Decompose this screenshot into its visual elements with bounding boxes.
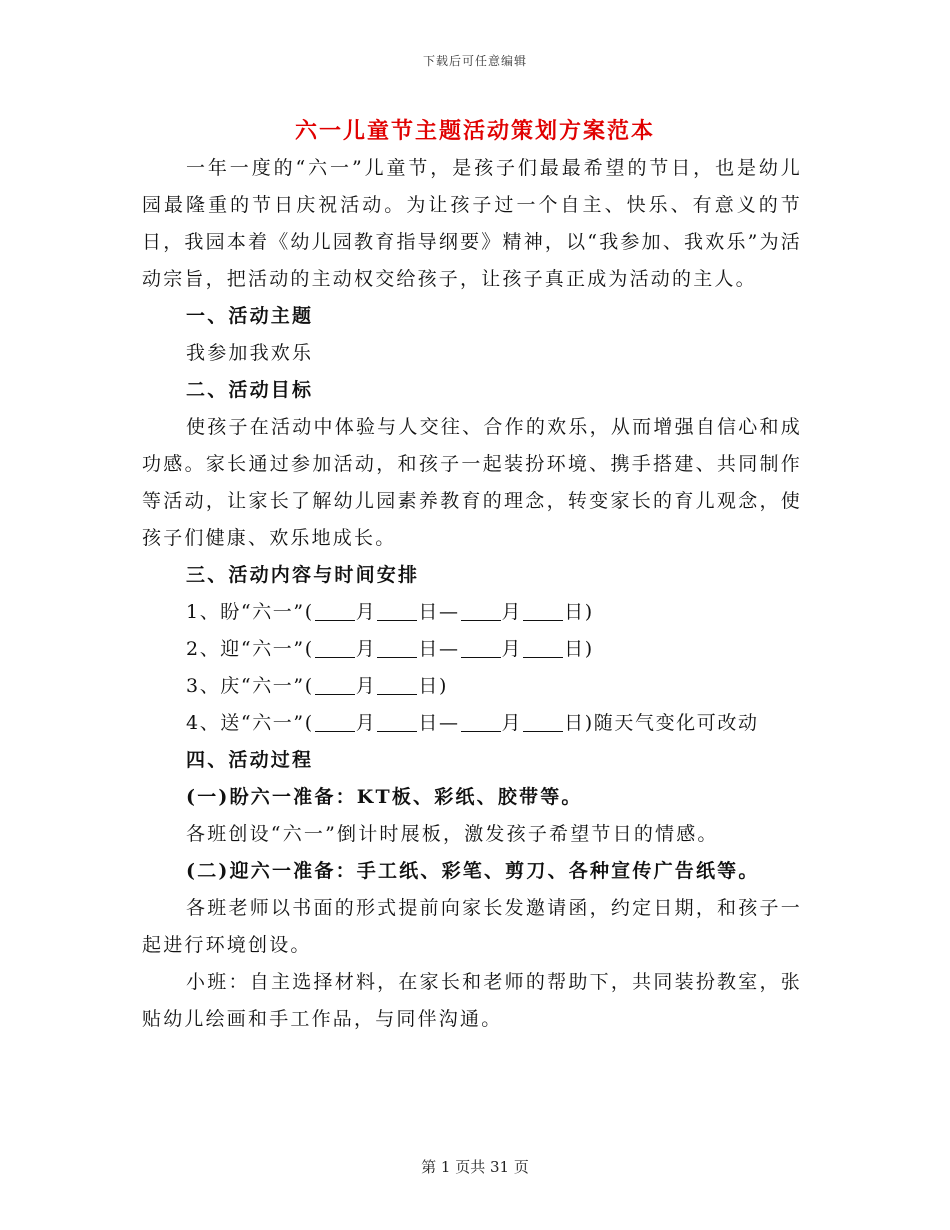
date-blank — [377, 693, 417, 695]
month-label: 月 — [501, 601, 523, 623]
header-note: 下载后可任意编辑 — [422, 54, 527, 68]
section-heading-schedule: 三、活动内容与时间安排 — [186, 564, 420, 586]
prep2-heading: (二)迎六一准备：手工纸、彩笔、剪刀、各种宣传广告纸等。 — [186, 860, 760, 882]
date-blank — [315, 656, 355, 658]
month-label: 月 — [355, 601, 377, 623]
month-label: 月 — [355, 675, 377, 697]
day-label: 日— — [418, 638, 460, 660]
schedule-item — [142, 668, 802, 705]
schedule-prefix: 1、盼“六一”( — [186, 601, 314, 623]
month-label: 月 — [501, 638, 523, 660]
intro-paragraph: 一年一度的“六一”儿童节，是孩子们最最希望的节日，也是幼儿园最隆重的节日庆祝活动。为让孩子过一个自主、快乐、有意义的节日，我园本着《幼儿园教育指导纲要》精神，以“我参加、我欢乐”为活动宗旨，把活动的主动权交给孩子，让孩子真正成为活动的主人。 — [142, 157, 802, 290]
date-blank — [523, 656, 563, 658]
schedule-note: 随天气变化可改动 — [593, 712, 759, 734]
theme-text: 我参加我欢乐 — [186, 342, 314, 364]
schedule-prefix: 3、庆“六一”( — [186, 675, 314, 697]
date-blank — [523, 619, 563, 621]
day-label: 日) — [564, 638, 594, 660]
date-blank — [315, 693, 355, 695]
section-heading-goal: 二、活动目标 — [186, 379, 314, 401]
date-blank — [377, 656, 417, 658]
date-blank — [315, 730, 355, 732]
day-label: 日— — [418, 712, 460, 734]
schedule-item — [142, 594, 802, 631]
day-label: 日) — [564, 601, 594, 623]
month-label: 月 — [501, 712, 523, 734]
document-body — [142, 150, 802, 1038]
date-blank — [315, 619, 355, 621]
prep1-heading: (一)盼六一准备：KT板、彩纸、胶带等。 — [186, 786, 583, 808]
date-blank — [461, 730, 501, 732]
document-title: 六一儿童节主题活动策划方案范本 — [294, 118, 655, 144]
schedule-prefix: 4、送“六一”( — [186, 712, 314, 734]
schedule-item — [142, 631, 802, 668]
page-footer: 第 1 页共 31 页 — [421, 1158, 529, 1176]
section-heading-theme: 一、活动主题 — [186, 305, 314, 327]
prep2-paragraph: 各班老师以书面的形式提前向家长发邀请函，约定日期，和孩子一起进行环境创设。 — [142, 897, 802, 956]
date-blank — [523, 730, 563, 732]
schedule-prefix: 2、迎“六一”( — [186, 638, 314, 660]
section-heading-process: 四、活动过程 — [186, 749, 314, 771]
day-label: 日— — [418, 601, 460, 623]
month-label: 月 — [355, 638, 377, 660]
day-label: 日) — [564, 712, 594, 734]
date-blank — [461, 619, 501, 621]
date-blank — [377, 619, 417, 621]
day-label: 日) — [418, 675, 448, 697]
month-label: 月 — [355, 712, 377, 734]
small-class-paragraph: 小班：自主选择材料，在家长和老师的帮助下，共同装扮教室，张贴幼儿绘画和手工作品，与同伴沟通。 — [142, 971, 802, 1030]
date-blank — [377, 730, 417, 732]
goal-paragraph: 使孩子在活动中体验与人交往、合作的欢乐，从而增强自信心和成功感。家长通过参加活动，和孩子一起装扮环境、携手搭建、共同制作等活动，让家长了解幼儿园素养教育的理念，转变家长的育儿观念，使孩子们健康、欢乐地成长。 — [142, 416, 802, 549]
prep1-paragraph: 各班创设“六一”倒计时展板，激发孩子希望节日的情感。 — [186, 823, 719, 845]
date-blank — [461, 656, 501, 658]
schedule-item — [142, 705, 802, 742]
